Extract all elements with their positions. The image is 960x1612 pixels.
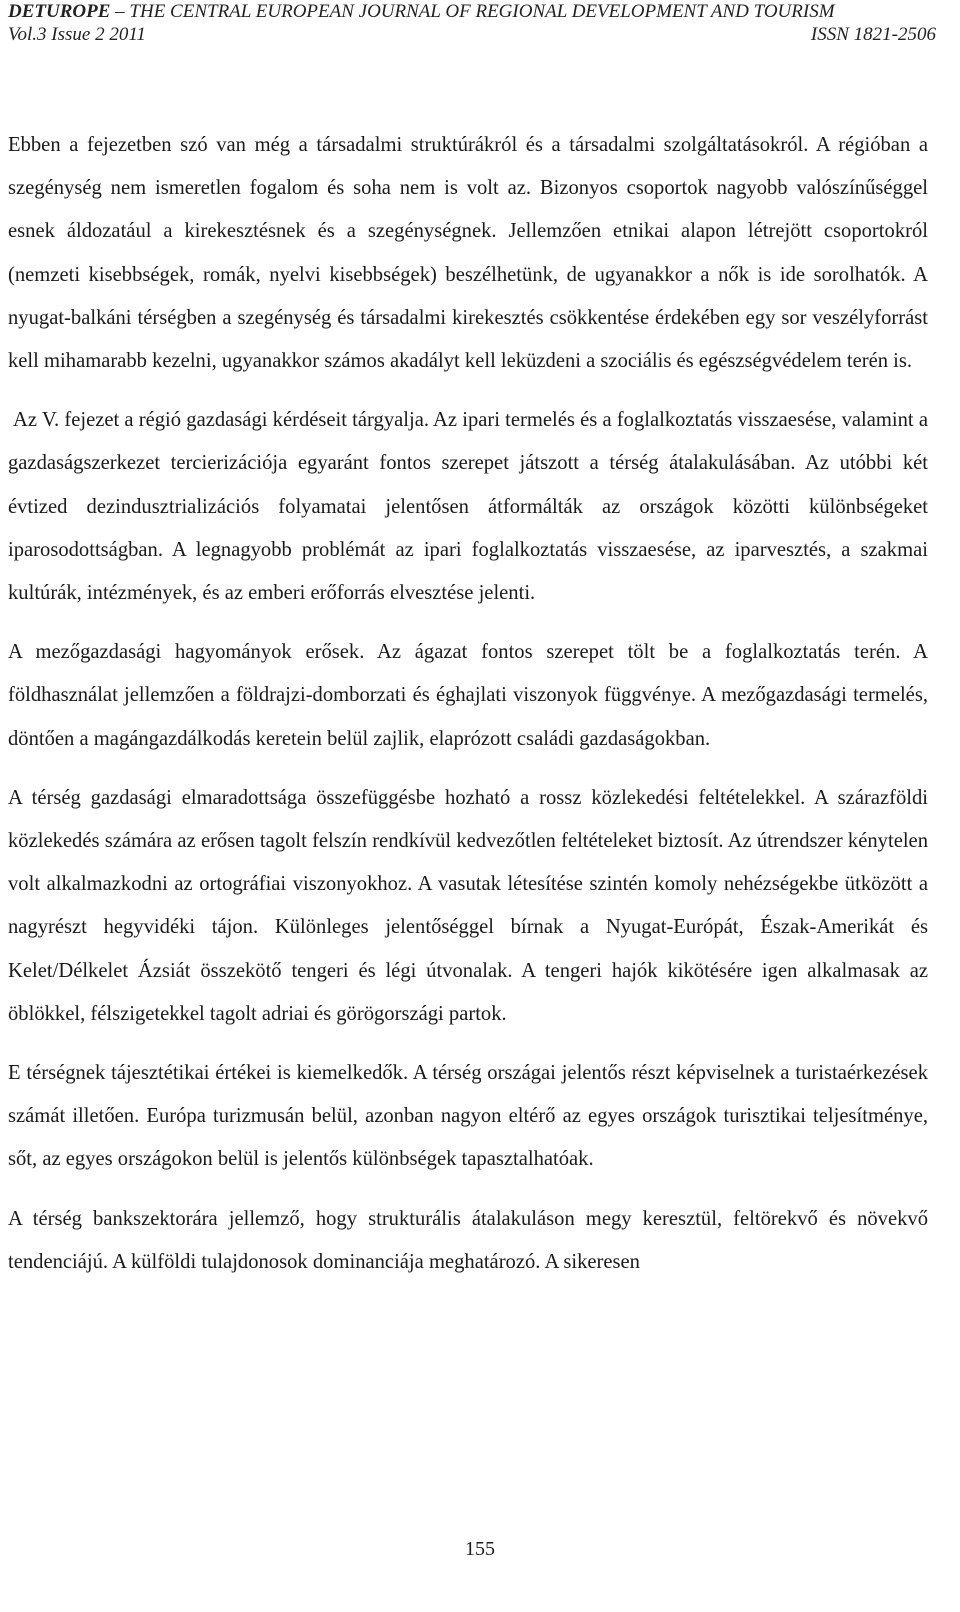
page-number: 155 — [465, 1538, 495, 1560]
volume-issue: Vol.3 Issue 2 2011 — [8, 24, 146, 45]
paragraph: A mezőgazdasági hagyományok erősek. Az ágazat fontos szerepet tölt be a foglalkoztatás terén. A földhasználat jellemzően a földrajzi-domborzati és éghajlati viszonyok függvénye. A mezőgazdasági termelés, döntően a magángazdálkodás keretein belül zajlik, elaprózott családi gazdaságokban. — [8, 641, 928, 750]
journal-title — [8, 0, 835, 23]
journal-acronym: DETUROPE — [8, 1, 111, 22]
header-journal-row — [8, 0, 936, 23]
body-text — [8, 124, 928, 1300]
paragraph: A térség gazdasági elmaradottsága összefüggésbe hozható a rossz közlekedési feltételekkel. A szárazföldi közlekedés számára az erősen tagolt felszín rendkívül kedvezőtlen feltételeket biztosít. Az útrendszer kénytelen volt alkalmazkodni az ortográfiai viszonyokhoz. A vasutak létesítése szintén komoly nehézségekbe ütközött a nagyrészt hegyvidéki tájon. Különleges jelentőséggel bírnak a Nyugat-Európát, Észak-Amerikát és Kelet/Délkelet Ázsiát összekötő tengeri és légi útvonalak. A tengeri hajók kikötésére igen alkalmasak az öblökkel, félszigetekkel tagolt adriai és görögországi partok. — [8, 786, 928, 1025]
header-issue-row — [8, 23, 936, 46]
journal-full-name: – THE CENTRAL EUROPEAN JOURNAL OF REGIONAL DEVELOPMENT AND TOURISM — [110, 1, 835, 22]
paragraph: A térség bankszektorára jellemző, hogy strukturális átalakuláson megy keresztül, feltörekvő és növekvő tendenciájú. A külföldi tulajdonosok dominanciája meghatározó. A sikeresen — [8, 1207, 928, 1273]
paragraph: E térségnek tájesztétikai értékei is kiemelkedők. A térség országai jelentős részt képviselnek a turistaérkezések számát illetően. Európa turizmusán belül, azonban nagyon eltérő az egyes országok turisztikai teljesítménye, sőt, az egyes országokon belül is jelentős különbségek tapasztalhatóak. — [8, 1062, 928, 1171]
paragraph: Ebben a fejezetben szó van még a társadalmi struktúrákról és a társadalmi szolgáltatásokról. A régióban a szegénység nem ismeretlen fogalom és soha nem is volt az. Bizonyos csoportok nagyobb valószínűséggel esnek áldozatául a kirekesztésnek és a szegénységnek. Jellemzően etnikai alapon létrejött csoportokról (nemzeti kisebbségek, romák, nyelvi kisebbségek) beszélhetünk, de ugyanakkor a nők is ide sorolhatók. A nyugat-balkáni térségben a szegénység és társadalmi kirekesztés csökkentése érdekében egy sor veszélyforrást kell mihamarabb kezelni, ugyanakkor számos akadályt kell leküzdeni a szociális és egészségvédelem terén is. — [8, 134, 928, 373]
paragraph: Az V. fejezet a régió gazdasági kérdéseit tárgyalja. Az ipari termelés és a foglalkoztatás visszaesése, valamint a gazdaságszerkezet tercierizációja egyaránt fontos szerepet játszott a térség átalakulásában. Az utóbbi két évtized dezindusztrializációs folyamatai jelentősen átformálták az országok közötti különbségeket iparosodottságban. A legnagyobb problémát az ipari foglalkoztatás visszaesése, az iparvesztés, a szakmai kultúrák, intézmények, és az emberi erőforrás elvesztése jelenti. — [8, 409, 928, 605]
running-header — [8, 0, 936, 46]
issn: ISSN 1821-2506 — [810, 24, 936, 45]
